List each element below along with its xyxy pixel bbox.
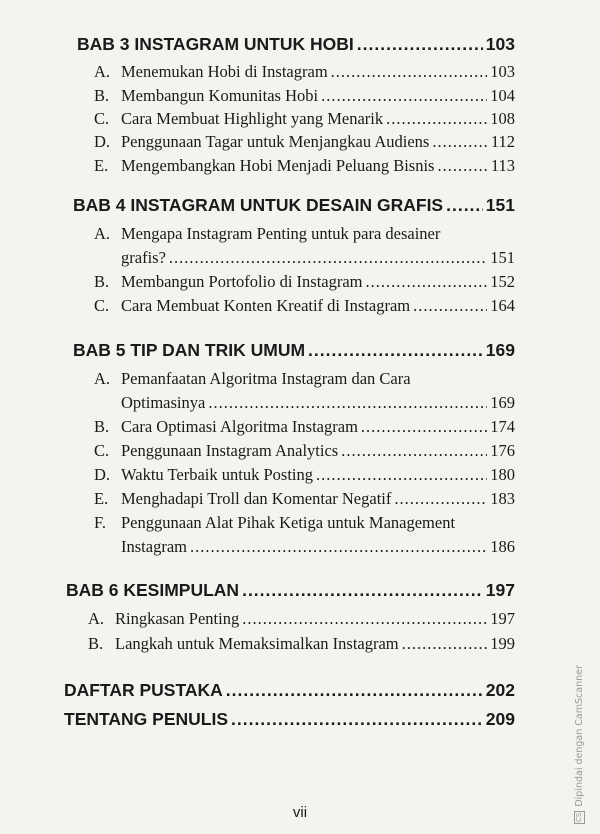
section-letter: C.	[94, 296, 110, 315]
dot-leader	[242, 580, 483, 601]
dot-leader	[226, 680, 483, 701]
dot-leader	[169, 248, 487, 268]
dot-leader	[402, 634, 488, 654]
section-letter: B.	[94, 86, 110, 105]
toc-chapter-5	[73, 340, 515, 361]
toc-section	[94, 272, 515, 292]
section-page: 176	[490, 441, 515, 460]
section-page: 164	[490, 296, 515, 315]
chapter-title: BAB 6 KESIMPULAN	[66, 580, 240, 600]
scanner-watermark	[574, 665, 585, 824]
toc-section-continuation	[121, 393, 515, 413]
toc-section	[88, 609, 515, 629]
chapter-page: 197	[485, 580, 515, 600]
toc-chapter-6	[66, 580, 515, 601]
section-title: Ringkasan Penting	[115, 609, 240, 628]
toc-section	[94, 86, 515, 106]
dot-leader	[321, 86, 487, 106]
dot-leader	[208, 393, 487, 413]
section-title: Pemanfaatan Algoritma Instagram dan Cara	[121, 369, 411, 388]
dot-leader	[366, 272, 488, 292]
dot-leader	[394, 489, 487, 509]
section-page: 199	[490, 634, 515, 653]
section-letter: A.	[94, 224, 111, 243]
toc-section	[94, 296, 515, 316]
toc-section	[94, 109, 515, 129]
toc-chapter-4	[73, 195, 515, 216]
section-letter: F.	[94, 513, 106, 532]
dot-leader	[386, 109, 487, 129]
section-title: Membangun Portofolio di Instagram	[121, 272, 363, 291]
toc-section	[94, 465, 515, 485]
section-title: Penggunaan Alat Pihak Ketiga untuk Management	[121, 513, 456, 532]
section-letter: E.	[94, 489, 109, 508]
section-title: Waktu Terbaik untuk Posting	[121, 465, 313, 484]
section-title: Menemukan Hobi di Instagram	[121, 62, 328, 81]
dot-leader	[446, 195, 483, 216]
section-page: 169	[490, 393, 515, 412]
section-letter: C.	[94, 441, 110, 460]
section-letter: D.	[94, 132, 111, 151]
section-page: 103	[490, 62, 515, 81]
section-title: Cara Membuat Konten Kreatif di Instagram	[121, 296, 411, 315]
dot-leader	[357, 34, 483, 55]
dot-leader	[308, 340, 483, 361]
section-page: 108	[490, 109, 515, 128]
camscanner-logo-icon: CS	[575, 812, 583, 822]
toc-section	[94, 156, 515, 176]
dot-leader	[190, 537, 487, 557]
section-page: 180	[490, 465, 515, 484]
chapter-page: 209	[485, 709, 515, 729]
section-title-continued: Instagram	[121, 537, 187, 556]
section-page: 183	[490, 489, 515, 508]
section-letter: A.	[94, 369, 111, 388]
section-letter: B.	[88, 634, 104, 653]
chapter-title: BAB 4 INSTAGRAM UNTUK DESAIN GRAFIS	[73, 195, 444, 215]
dot-leader	[231, 709, 483, 730]
toc-section	[94, 513, 515, 533]
dot-leader	[437, 156, 487, 176]
section-page: 151	[490, 248, 515, 267]
dot-leader	[331, 62, 488, 82]
section-title-continued: Optimasinya	[121, 393, 206, 412]
toc-section	[94, 441, 515, 461]
section-page: 174	[490, 417, 515, 436]
dot-leader	[361, 417, 487, 437]
section-page: 104	[490, 86, 515, 105]
toc-tentang-penulis	[64, 709, 515, 730]
chapter-page: 169	[485, 340, 515, 360]
toc-chapter-3	[77, 34, 515, 55]
chapter-title: TENTANG PENULIS	[64, 709, 228, 729]
toc-section	[94, 224, 515, 244]
section-title: Cara Optimasi Algoritma Instagram	[121, 417, 358, 436]
chapter-page: 103	[485, 34, 515, 54]
page-number: vii	[292, 804, 308, 821]
section-title: Membangun Komunitas Hobi	[121, 86, 319, 105]
section-title: Mengapa Instagram Penting untuk para desainer	[121, 224, 441, 243]
toc-section-continuation	[121, 248, 515, 268]
chapter-title: BAB 3 INSTAGRAM UNTUK HOBI	[77, 34, 354, 54]
section-letter: D.	[94, 465, 111, 484]
section-page: 152	[490, 272, 515, 291]
section-page: 186	[490, 537, 515, 556]
dot-leader	[242, 609, 487, 629]
chapter-title: DAFTAR PUSTAKA	[64, 680, 223, 700]
section-title: Mengembangkan Hobi Menjadi Peluang Bisnis	[121, 156, 435, 175]
section-page: 112	[490, 132, 515, 151]
section-page: 113	[490, 156, 515, 175]
dot-leader	[432, 132, 488, 152]
section-page: 197	[490, 609, 515, 628]
section-letter: B.	[94, 272, 110, 291]
dot-leader	[341, 441, 487, 461]
chapter-page: 151	[485, 195, 515, 215]
watermark-text: Dipindai dengan CamScanner	[574, 665, 585, 807]
toc-section	[94, 369, 515, 389]
section-letter: A.	[94, 62, 111, 81]
section-letter: A.	[88, 609, 105, 628]
section-title: Penggunaan Tagar untuk Menjangkau Audiens	[121, 132, 430, 151]
toc-section-continuation	[121, 537, 515, 557]
chapter-title: BAB 5 TIP DAN TRIK UMUM	[73, 340, 306, 360]
dot-leader	[413, 296, 487, 316]
section-letter: B.	[94, 417, 110, 436]
section-title: Cara Membuat Highlight yang Menarik	[121, 109, 384, 128]
section-letter: C.	[94, 109, 110, 128]
toc-section	[94, 489, 515, 509]
toc-section	[94, 62, 515, 82]
chapter-page: 202	[485, 680, 515, 700]
section-title: Penggunaan Instagram Analytics	[121, 441, 339, 460]
section-title: Menghadapi Troll dan Komentar Negatif	[121, 489, 392, 508]
section-title: Langkah untuk Memaksimalkan Instagram	[115, 634, 399, 653]
dot-leader	[316, 465, 487, 485]
toc-section	[94, 132, 515, 152]
toc-section	[88, 634, 515, 654]
section-title-continued: grafis?	[121, 248, 166, 267]
toc-section	[94, 417, 515, 437]
section-letter: E.	[94, 156, 109, 175]
toc-daftar-pustaka	[64, 680, 515, 701]
